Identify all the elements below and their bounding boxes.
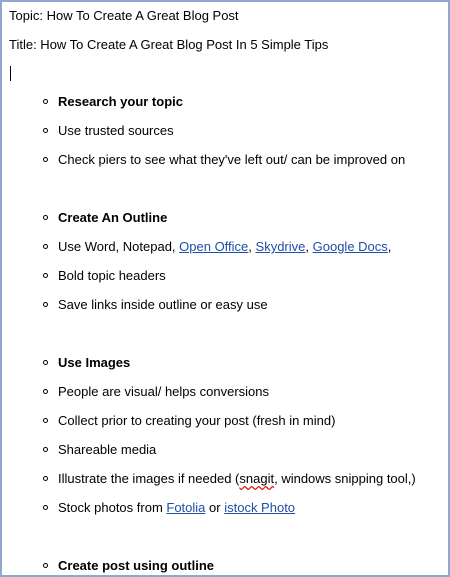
- bullet-icon: [43, 273, 48, 278]
- bullet-icon: [43, 418, 48, 423]
- bullet-icon: [43, 360, 48, 365]
- list-item: Check piers to see what they've left out/ can be improved on: [58, 152, 406, 167]
- bullet-icon: [43, 244, 48, 249]
- bullet-icon: [43, 128, 48, 133]
- link-fotolia[interactable]: Fotolia: [166, 500, 206, 515]
- link-istock-photo[interactable]: istock Photo: [224, 500, 296, 515]
- list-item: Save links inside outline or easy use: [58, 297, 268, 312]
- bullet-icon: [43, 157, 48, 162]
- bullet-icon: [43, 476, 48, 481]
- section-heading-outline: Create An Outline: [58, 210, 168, 225]
- separator: ,: [305, 239, 313, 254]
- text-cursor: [10, 66, 11, 81]
- list-item: People are visual/ helps conversions: [58, 384, 270, 399]
- section-heading-images: Use Images: [58, 355, 131, 370]
- link-skydrive[interactable]: Skydrive: [255, 239, 306, 254]
- bullet-icon: [43, 99, 48, 104]
- separator: ,: [248, 239, 256, 254]
- item-text: ,: [387, 239, 392, 254]
- list-item: Shareable media: [58, 442, 157, 457]
- item-text: Use Word, Notepad,: [58, 239, 180, 254]
- list-item: Use trusted sources: [58, 123, 174, 138]
- topic-line: Topic: How To Create A Great Blog Post: [9, 8, 239, 23]
- list-item: Collect prior to creating your post (fresh in mind): [58, 413, 336, 428]
- bullet-icon: [43, 302, 48, 307]
- list-item: [58, 499, 295, 517]
- item-text: or: [205, 500, 225, 515]
- misspelled-word[interactable]: snagit: [239, 471, 275, 486]
- list-item: [58, 238, 391, 256]
- item-text: , windows snipping tool,): [274, 471, 416, 486]
- item-text: Illustrate the images if needed (: [58, 471, 240, 486]
- bullet-icon: [43, 215, 48, 220]
- bullet-icon: [43, 505, 48, 510]
- link-google-docs[interactable]: Google Docs: [312, 239, 388, 254]
- link-open-office[interactable]: Open Office: [179, 239, 249, 254]
- section-heading-post: Create post using outline: [58, 558, 215, 573]
- bullet-icon: [43, 563, 48, 568]
- list-item: Bold topic headers: [58, 268, 166, 283]
- item-text: Stock photos from: [58, 500, 167, 515]
- title-line: Title: How To Create A Great Blog Post In 5 Simple Tips: [9, 37, 329, 52]
- list-item: [58, 470, 416, 488]
- section-heading-research: Research your topic: [58, 94, 183, 109]
- bullet-icon: [43, 447, 48, 452]
- bullet-icon: [43, 389, 48, 394]
